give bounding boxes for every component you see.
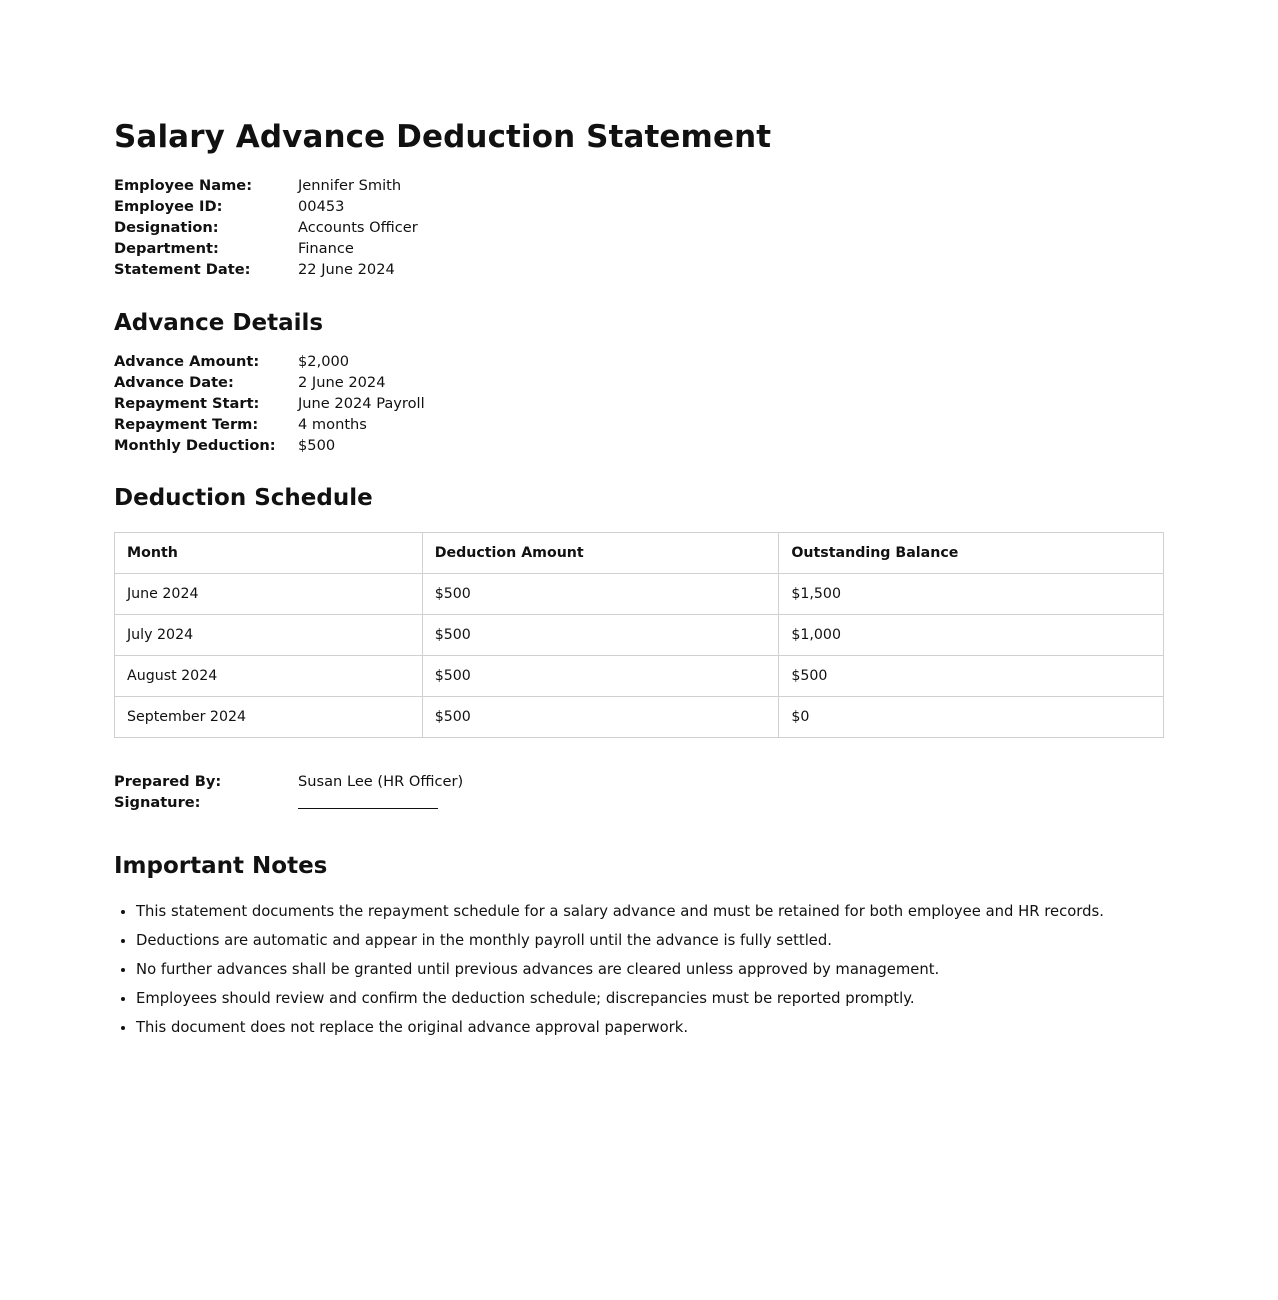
repayment-start-label: Repayment Start: — [114, 395, 260, 412]
designation-value: Accounts Officer — [298, 219, 418, 236]
list-item: • This statement documents the repayment schedule for a salary advance and must be retained for both employee and HR records. — [136, 897, 1164, 926]
deduction-schedule-heading: Deduction Schedule — [114, 485, 373, 511]
advance-date-value: 2 June 2024 — [298, 374, 386, 391]
page-title: Salary Advance Deduction Statement — [114, 119, 772, 155]
prepared-by-value: Susan Lee (HR Officer) — [298, 773, 464, 790]
advance-amount-value: $2,000 — [298, 353, 350, 370]
list-item: • Deductions are automatic and appear in the monthly payroll until the advance is fully settled. — [136, 926, 1164, 955]
cell-month: July 2024 — [115, 615, 423, 656]
repayment-term-label: Repayment Term: — [114, 416, 259, 433]
cell-balance: $1,000 — [779, 615, 1164, 656]
cell-month: June 2024 — [115, 574, 423, 615]
cell-balance: $500 — [779, 656, 1164, 697]
cell-deduction: $500 — [422, 697, 779, 738]
repayment-start-value: June 2024 Payroll — [298, 395, 425, 412]
list-item: • No further advances shall be granted until previous advances are cleared unless approved by management. — [136, 955, 1164, 984]
statement-date-value: 22 June 2024 — [298, 261, 395, 278]
cell-month: August 2024 — [115, 656, 423, 697]
advance-info — [114, 351, 1164, 456]
cell-month: September 2024 — [115, 697, 423, 738]
signature-label: Signature: — [114, 794, 201, 811]
employee-name-label: Employee Name: — [114, 177, 253, 194]
deduction-schedule-table — [114, 532, 1164, 738]
signature-line — [298, 792, 1164, 815]
cell-deduction: $500 — [422, 615, 779, 656]
advance-amount-label: Advance Amount: — [114, 353, 260, 370]
preparer-info — [114, 771, 1164, 815]
table-row — [115, 574, 1164, 615]
department-label: Department: — [114, 240, 219, 257]
repayment-term-value: 4 months — [298, 416, 367, 433]
table-row — [115, 656, 1164, 697]
monthly-deduction-label: Monthly Deduction: — [114, 437, 276, 454]
employee-info — [114, 175, 1164, 280]
table-header-row — [115, 533, 1164, 574]
advance-details-heading: Advance Details — [114, 310, 324, 336]
cell-deduction: $500 — [422, 656, 779, 697]
monthly-deduction-value: $500 — [298, 437, 336, 454]
list-item: • This document does not replace the original advance approval paperwork. — [136, 1013, 1164, 1042]
list-item: • Employees should review and confirm the deduction schedule; discrepancies must be reported promptly. — [136, 984, 1164, 1013]
statement-date-label: Statement Date: — [114, 261, 251, 278]
column-header-outstanding-balance: Outstanding Balance — [779, 533, 1164, 574]
column-header-month: Month — [115, 533, 423, 574]
cell-deduction: $500 — [422, 574, 779, 615]
employee-id-value: 00453 — [298, 198, 345, 215]
department-value: Finance — [298, 240, 354, 257]
notes-list — [114, 897, 1164, 1042]
designation-label: Designation: — [114, 219, 219, 236]
table-row — [115, 697, 1164, 738]
cell-balance: $1,500 — [779, 574, 1164, 615]
employee-name-value: Jennifer Smith — [298, 177, 402, 194]
column-header-deduction-amount: Deduction Amount — [422, 533, 779, 574]
cell-balance: $0 — [779, 697, 1164, 738]
table-row — [115, 615, 1164, 656]
employee-id-label: Employee ID: — [114, 198, 223, 215]
prepared-by-label: Prepared By: — [114, 773, 222, 790]
advance-date-label: Advance Date: — [114, 374, 234, 391]
important-notes-heading: Important Notes — [114, 853, 328, 879]
